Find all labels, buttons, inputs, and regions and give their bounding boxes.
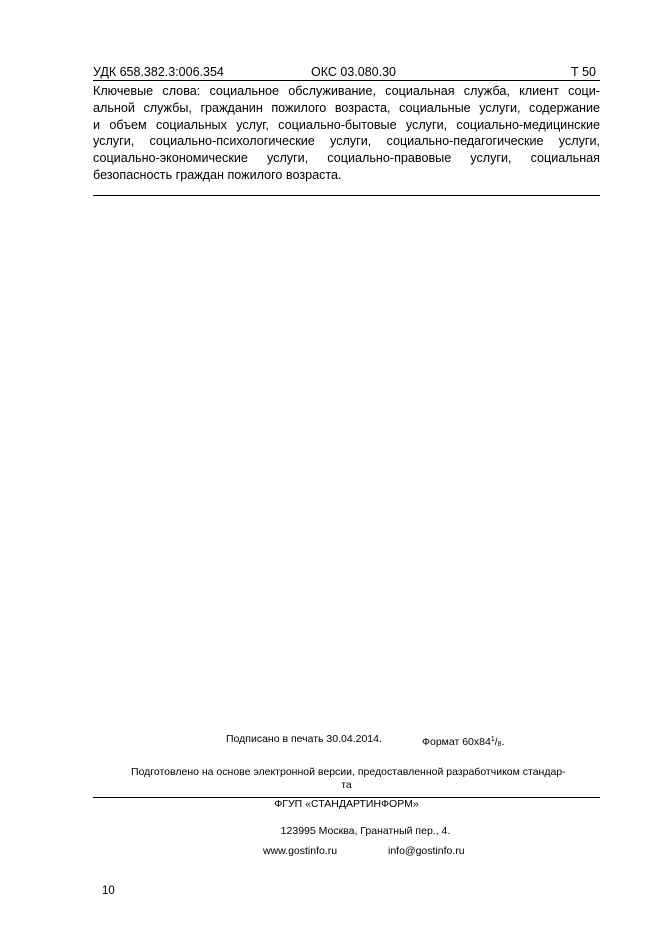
keywords-line: социально-экономические услуги, социально-правовые услуги, социальная bbox=[93, 151, 600, 166]
prepared-line: Подготовлено на основе электронной версии, предоставленной разработчиком стандар- bbox=[131, 766, 566, 778]
keywords-divider bbox=[93, 195, 600, 196]
keywords-line: Ключевые слова: социальное обслуживание, социальная служба, клиент соци- bbox=[93, 84, 600, 98]
format-prefix: Формат 60х84 bbox=[422, 736, 491, 748]
publisher-address: 123995 Москва, Гранатный пер., 4. bbox=[280, 825, 451, 837]
format-suffix: . bbox=[501, 736, 505, 748]
prepared-line: та bbox=[341, 779, 352, 791]
page-number: 10 bbox=[102, 885, 115, 897]
header-divider bbox=[93, 80, 600, 81]
keywords-paragraph bbox=[93, 83, 600, 184]
print-format: Формат $60х84^1/_8$. bbox=[422, 736, 505, 748]
keywords-line: альной службы, гражданин пожилого возраста, социальные услуги, содержание bbox=[93, 100, 600, 115]
publisher-website[interactable]: www.gostinfo.ru bbox=[263, 845, 338, 857]
signed-date: Подписано в печать 30.04.2014. bbox=[226, 733, 382, 745]
publisher-name: ФГУП «СТАНДАРТИНФОРМ» bbox=[274, 798, 419, 810]
format-numerator: 1 bbox=[490, 736, 495, 743]
t-code: Т 50 bbox=[570, 65, 596, 79]
oks-code: ОКС 03.080.30 bbox=[311, 65, 396, 79]
publisher-email[interactable]: info@gostinfo.ru bbox=[388, 845, 465, 857]
prepared-note bbox=[93, 766, 600, 792]
keywords-line: услуги, социально-психологические услуги, социально-педагогические услуги, bbox=[93, 134, 600, 149]
classification-header bbox=[93, 64, 600, 80]
keywords-line: безопасность граждан пожилого возраста. bbox=[93, 167, 342, 182]
format-denominator: 8 bbox=[497, 741, 502, 748]
udk-code: УДК 658.382.3:006.354 bbox=[93, 65, 224, 79]
keywords-line: и объем социальных услуг, социально-бытовые услуги, социально-медицинские bbox=[93, 117, 600, 132]
